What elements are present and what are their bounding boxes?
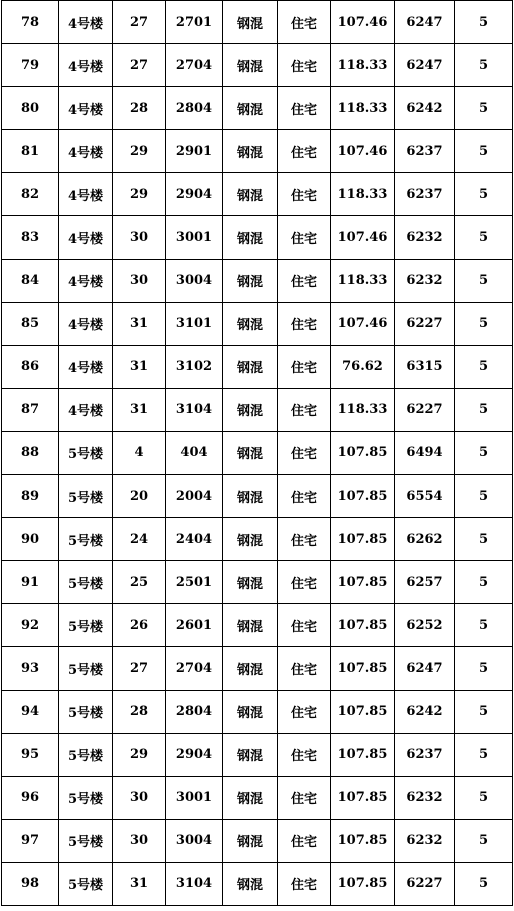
count-cell: 5	[455, 819, 513, 862]
table-body	[2, 1, 513, 906]
area-cell: 76.62	[331, 345, 395, 388]
usage-cell: 住宅	[278, 431, 331, 474]
floor-cell: 29	[113, 173, 166, 216]
floor-cell: 28	[113, 690, 166, 733]
count-cell: 5	[455, 475, 513, 518]
table-row	[2, 690, 513, 733]
table-row	[2, 518, 513, 561]
unit-price-cell: 6242	[395, 690, 455, 733]
row-number-cell: 90	[2, 518, 59, 561]
area-cell: 107.85	[331, 647, 395, 690]
unit-number-cell: 2004	[166, 475, 223, 518]
unit-number-cell: 2904	[166, 173, 223, 216]
count-cell: 5	[455, 345, 513, 388]
building-cell: 4号楼	[59, 302, 113, 345]
structure-cell: 钢混	[223, 733, 278, 776]
table-row	[2, 647, 513, 690]
count-cell: 5	[455, 1, 513, 44]
building-cell: 5号楼	[59, 733, 113, 776]
structure-cell: 钢混	[223, 259, 278, 302]
unit-number-cell: 2704	[166, 44, 223, 87]
unit-number-cell: 404	[166, 431, 223, 474]
usage-cell: 住宅	[278, 87, 331, 130]
floor-cell: 24	[113, 518, 166, 561]
unit-price-cell: 6494	[395, 431, 455, 474]
building-cell: 5号楼	[59, 690, 113, 733]
structure-cell: 钢混	[223, 216, 278, 259]
area-cell: 107.85	[331, 518, 395, 561]
building-cell: 4号楼	[59, 1, 113, 44]
floor-cell: 30	[113, 216, 166, 259]
usage-cell: 住宅	[278, 302, 331, 345]
row-number-cell: 84	[2, 259, 59, 302]
count-cell: 5	[455, 561, 513, 604]
area-cell: 107.85	[331, 475, 395, 518]
table-row	[2, 819, 513, 862]
unit-price-cell: 6257	[395, 561, 455, 604]
building-cell: 4号楼	[59, 44, 113, 87]
area-cell: 118.33	[331, 173, 395, 216]
row-number-cell: 88	[2, 431, 59, 474]
unit-price-cell: 6237	[395, 130, 455, 173]
unit-number-cell: 2701	[166, 1, 223, 44]
structure-cell: 钢混	[223, 690, 278, 733]
usage-cell: 住宅	[278, 173, 331, 216]
usage-cell: 住宅	[278, 862, 331, 905]
area-cell: 107.85	[331, 561, 395, 604]
table-row	[2, 345, 513, 388]
count-cell: 5	[455, 647, 513, 690]
table-row	[2, 862, 513, 905]
building-cell: 5号楼	[59, 561, 113, 604]
unit-price-cell: 6232	[395, 776, 455, 819]
count-cell: 5	[455, 259, 513, 302]
area-cell: 107.85	[331, 819, 395, 862]
unit-price-cell: 6232	[395, 259, 455, 302]
count-cell: 5	[455, 604, 513, 647]
area-cell: 118.33	[331, 87, 395, 130]
table-row	[2, 388, 513, 431]
area-cell: 107.85	[331, 733, 395, 776]
building-cell: 4号楼	[59, 87, 113, 130]
usage-cell: 住宅	[278, 388, 331, 431]
row-number-cell: 93	[2, 647, 59, 690]
row-number-cell: 78	[2, 1, 59, 44]
area-cell: 107.46	[331, 216, 395, 259]
unit-price-cell: 6237	[395, 733, 455, 776]
count-cell: 5	[455, 431, 513, 474]
count-cell: 5	[455, 130, 513, 173]
usage-cell: 住宅	[278, 733, 331, 776]
floor-cell: 31	[113, 302, 166, 345]
floor-cell: 30	[113, 776, 166, 819]
count-cell: 5	[455, 44, 513, 87]
usage-cell: 住宅	[278, 475, 331, 518]
building-cell: 4号楼	[59, 345, 113, 388]
unit-number-cell: 2601	[166, 604, 223, 647]
row-number-cell: 96	[2, 776, 59, 819]
structure-cell: 钢混	[223, 130, 278, 173]
row-number-cell: 89	[2, 475, 59, 518]
building-cell: 4号楼	[59, 388, 113, 431]
usage-cell: 住宅	[278, 345, 331, 388]
unit-number-cell: 2904	[166, 733, 223, 776]
table-row	[2, 604, 513, 647]
structure-cell: 钢混	[223, 475, 278, 518]
unit-price-cell: 6247	[395, 44, 455, 87]
floor-cell: 27	[113, 647, 166, 690]
row-number-cell: 94	[2, 690, 59, 733]
row-number-cell: 87	[2, 388, 59, 431]
unit-price-cell: 6232	[395, 819, 455, 862]
structure-cell: 钢混	[223, 173, 278, 216]
unit-price-cell: 6247	[395, 647, 455, 690]
usage-cell: 住宅	[278, 604, 331, 647]
structure-cell: 钢混	[223, 561, 278, 604]
structure-cell: 钢混	[223, 819, 278, 862]
row-number-cell: 95	[2, 733, 59, 776]
row-number-cell: 91	[2, 561, 59, 604]
floor-cell: 31	[113, 388, 166, 431]
area-cell: 107.46	[331, 130, 395, 173]
count-cell: 5	[455, 733, 513, 776]
unit-number-cell: 2901	[166, 130, 223, 173]
count-cell: 5	[455, 388, 513, 431]
floor-cell: 31	[113, 345, 166, 388]
usage-cell: 住宅	[278, 561, 331, 604]
area-cell: 118.33	[331, 388, 395, 431]
unit-number-cell: 3001	[166, 776, 223, 819]
usage-cell: 住宅	[278, 44, 331, 87]
floor-cell: 28	[113, 87, 166, 130]
building-cell: 5号楼	[59, 647, 113, 690]
unit-price-cell: 6242	[395, 87, 455, 130]
building-cell: 4号楼	[59, 259, 113, 302]
structure-cell: 钢混	[223, 604, 278, 647]
usage-cell: 住宅	[278, 776, 331, 819]
floor-cell: 29	[113, 733, 166, 776]
count-cell: 5	[455, 302, 513, 345]
building-cell: 5号楼	[59, 604, 113, 647]
row-number-cell: 98	[2, 862, 59, 905]
floor-cell: 26	[113, 604, 166, 647]
unit-price-cell: 6262	[395, 518, 455, 561]
table-row	[2, 302, 513, 345]
usage-cell: 住宅	[278, 216, 331, 259]
floor-cell: 20	[113, 475, 166, 518]
area-cell: 107.85	[331, 776, 395, 819]
unit-price-cell: 6252	[395, 604, 455, 647]
table-row	[2, 776, 513, 819]
floor-cell: 27	[113, 1, 166, 44]
structure-cell: 钢混	[223, 44, 278, 87]
count-cell: 5	[455, 87, 513, 130]
unit-number-cell: 3104	[166, 862, 223, 905]
count-cell: 5	[455, 776, 513, 819]
table-row	[2, 431, 513, 474]
structure-cell: 钢混	[223, 431, 278, 474]
table-row	[2, 44, 513, 87]
unit-price-cell: 6232	[395, 216, 455, 259]
building-cell: 5号楼	[59, 518, 113, 561]
usage-cell: 住宅	[278, 690, 331, 733]
table-row	[2, 130, 513, 173]
area-cell: 107.46	[331, 302, 395, 345]
floor-cell: 25	[113, 561, 166, 604]
unit-price-cell: 6227	[395, 388, 455, 431]
count-cell: 5	[455, 690, 513, 733]
building-cell: 5号楼	[59, 475, 113, 518]
building-cell: 5号楼	[59, 776, 113, 819]
unit-price-cell: 6227	[395, 862, 455, 905]
structure-cell: 钢混	[223, 647, 278, 690]
structure-cell: 钢混	[223, 345, 278, 388]
row-number-cell: 81	[2, 130, 59, 173]
building-cell: 5号楼	[59, 819, 113, 862]
area-cell: 118.33	[331, 259, 395, 302]
area-cell: 107.85	[331, 690, 395, 733]
building-cell: 4号楼	[59, 173, 113, 216]
table-row	[2, 216, 513, 259]
row-number-cell: 97	[2, 819, 59, 862]
usage-cell: 住宅	[278, 647, 331, 690]
building-cell: 4号楼	[59, 216, 113, 259]
structure-cell: 钢混	[223, 1, 278, 44]
structure-cell: 钢混	[223, 87, 278, 130]
structure-cell: 钢混	[223, 518, 278, 561]
count-cell: 5	[455, 518, 513, 561]
building-cell: 5号楼	[59, 431, 113, 474]
unit-price-cell: 6247	[395, 1, 455, 44]
structure-cell: 钢混	[223, 776, 278, 819]
row-number-cell: 86	[2, 345, 59, 388]
area-cell: 107.85	[331, 862, 395, 905]
unit-price-cell: 6227	[395, 302, 455, 345]
unit-number-cell: 2501	[166, 561, 223, 604]
unit-number-cell: 3101	[166, 302, 223, 345]
count-cell: 5	[455, 173, 513, 216]
table-row	[2, 475, 513, 518]
usage-cell: 住宅	[278, 259, 331, 302]
table-row	[2, 173, 513, 216]
floor-cell: 31	[113, 862, 166, 905]
row-number-cell: 80	[2, 87, 59, 130]
count-cell: 5	[455, 216, 513, 259]
structure-cell: 钢混	[223, 862, 278, 905]
unit-number-cell: 2804	[166, 690, 223, 733]
unit-number-cell: 3102	[166, 345, 223, 388]
unit-number-cell: 3004	[166, 819, 223, 862]
row-number-cell: 85	[2, 302, 59, 345]
usage-cell: 住宅	[278, 1, 331, 44]
usage-cell: 住宅	[278, 819, 331, 862]
unit-price-cell: 6315	[395, 345, 455, 388]
usage-cell: 住宅	[278, 518, 331, 561]
unit-price-cell: 6554	[395, 475, 455, 518]
usage-cell: 住宅	[278, 130, 331, 173]
table-row	[2, 87, 513, 130]
row-number-cell: 82	[2, 173, 59, 216]
floor-cell: 4	[113, 431, 166, 474]
building-cell: 4号楼	[59, 130, 113, 173]
area-cell: 107.85	[331, 604, 395, 647]
row-number-cell: 92	[2, 604, 59, 647]
unit-number-cell: 2704	[166, 647, 223, 690]
table-row	[2, 1, 513, 44]
table-row	[2, 259, 513, 302]
area-cell: 118.33	[331, 44, 395, 87]
unit-number-cell: 3004	[166, 259, 223, 302]
row-number-cell: 83	[2, 216, 59, 259]
structure-cell: 钢混	[223, 388, 278, 431]
floor-cell: 30	[113, 259, 166, 302]
count-cell: 5	[455, 862, 513, 905]
unit-table	[1, 0, 513, 906]
unit-number-cell: 2404	[166, 518, 223, 561]
row-number-cell: 79	[2, 44, 59, 87]
unit-number-cell: 3001	[166, 216, 223, 259]
area-cell: 107.85	[331, 431, 395, 474]
unit-number-cell: 2804	[166, 87, 223, 130]
floor-cell: 30	[113, 819, 166, 862]
floor-cell: 27	[113, 44, 166, 87]
building-cell: 5号楼	[59, 862, 113, 905]
floor-cell: 29	[113, 130, 166, 173]
structure-cell: 钢混	[223, 302, 278, 345]
table-row	[2, 733, 513, 776]
unit-price-cell: 6237	[395, 173, 455, 216]
unit-number-cell: 3104	[166, 388, 223, 431]
area-cell: 107.46	[331, 1, 395, 44]
table-row	[2, 561, 513, 604]
